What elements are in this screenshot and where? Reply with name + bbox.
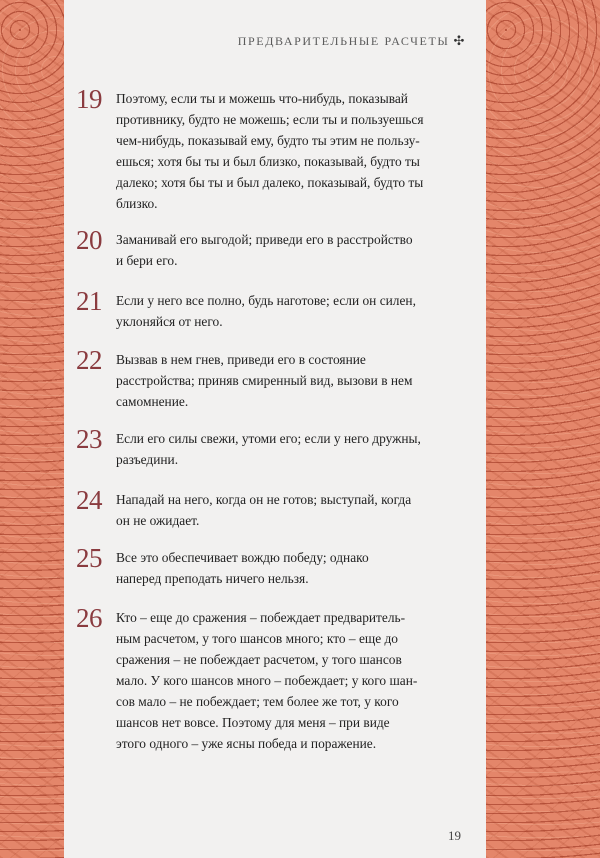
verse-line: противнику, будто не можешь; если ты и пользуешься [116,112,424,127]
verse-line: и бери его. [116,253,178,268]
verse-line: шансов нет вовсе. Поэтому для меня – при виде [116,715,390,730]
verse-22 [76,345,476,412]
verse-text [116,607,464,754]
verse-number: 19 [76,84,102,114]
floral-border-right [486,0,600,858]
fleuron-icon: ✣ [453,33,466,48]
verse-line: Нападай на него, когда он не готов; выступай, когда [116,492,412,507]
verse-20 [76,225,476,271]
verse-number: 21 [76,286,102,316]
verse-line: Заманивай его выгодой; приведи его в расстройство [116,232,413,247]
verse-26 [76,603,476,754]
verse-line: уклоняйся от него. [116,314,223,329]
verse-line: ешься; хотя бы ты и был близко, показывай, будто ты [116,154,420,169]
verse-line: разъедини. [116,452,179,467]
verse-line: Если его силы свежи, утоми его; если у него дружны, [116,431,421,446]
verse-number: 20 [76,225,102,255]
verse-25 [76,543,476,589]
verse-line: далеко; хотя бы ты и был далеко, показывай, будто ты [116,175,424,190]
verse-line: наперед преподать ничего нельзя. [116,571,309,586]
verse-line: мало. У кого шансов много – побеждает; у кого шан- [116,673,418,688]
verse-text [116,290,464,332]
verse-text [116,489,464,531]
verse-number: 26 [76,603,102,633]
verse-line: сов мало – не побеждает; тем более же тот, у кого [116,694,399,709]
verse-line: расстройства; приняв смиренный вид, вызови в нем [116,373,413,388]
verse-text [116,349,464,412]
page-number: 19 [448,828,461,843]
verse-line: чем-нибудь, показывай ему, будто ты этим не пользу- [116,133,420,148]
verse-23 [76,424,476,470]
verse-text [116,547,464,589]
verse-line: самомнение. [116,394,189,409]
verse-line: сражения – не побеждает расчетом, у того шансов [116,652,402,667]
verse-text [116,88,464,214]
verse-line: Если у него все полно, будь наготове; если он силен, [116,293,416,308]
verse-line: близко. [116,196,158,211]
verse-24 [76,485,476,531]
verse-line: Поэтому, если ты и можешь что-нибудь, показывай [116,91,408,106]
page-panel [64,0,486,858]
verse-text [116,428,464,470]
verse-number: 24 [76,485,102,515]
floral-border-left [0,0,64,858]
verse-line: Все это обеспечивает вождю победу; однако [116,550,369,565]
verse-line: Кто – еще до сражения – побеждает предваритель- [116,610,406,625]
running-header [238,33,466,49]
verse-number: 22 [76,345,102,375]
verse-line: Вызвав в нем гнев, приведи его в состояние [116,352,366,367]
verse-line: он не ожидает. [116,513,200,528]
verse-line: ным расчетом, у того шансов много; кто – еще до [116,631,399,646]
header-title: ПРЕДВАРИТЕЛЬНЫЕ РАСЧЕТЫ [237,34,450,48]
verse-text [116,229,464,271]
verse-19 [76,84,476,214]
verse-line: этого одного – уже ясны победа и поражение. [116,736,377,751]
verse-number: 25 [76,543,102,573]
verse-number: 23 [76,424,102,454]
verse-21 [76,286,476,332]
